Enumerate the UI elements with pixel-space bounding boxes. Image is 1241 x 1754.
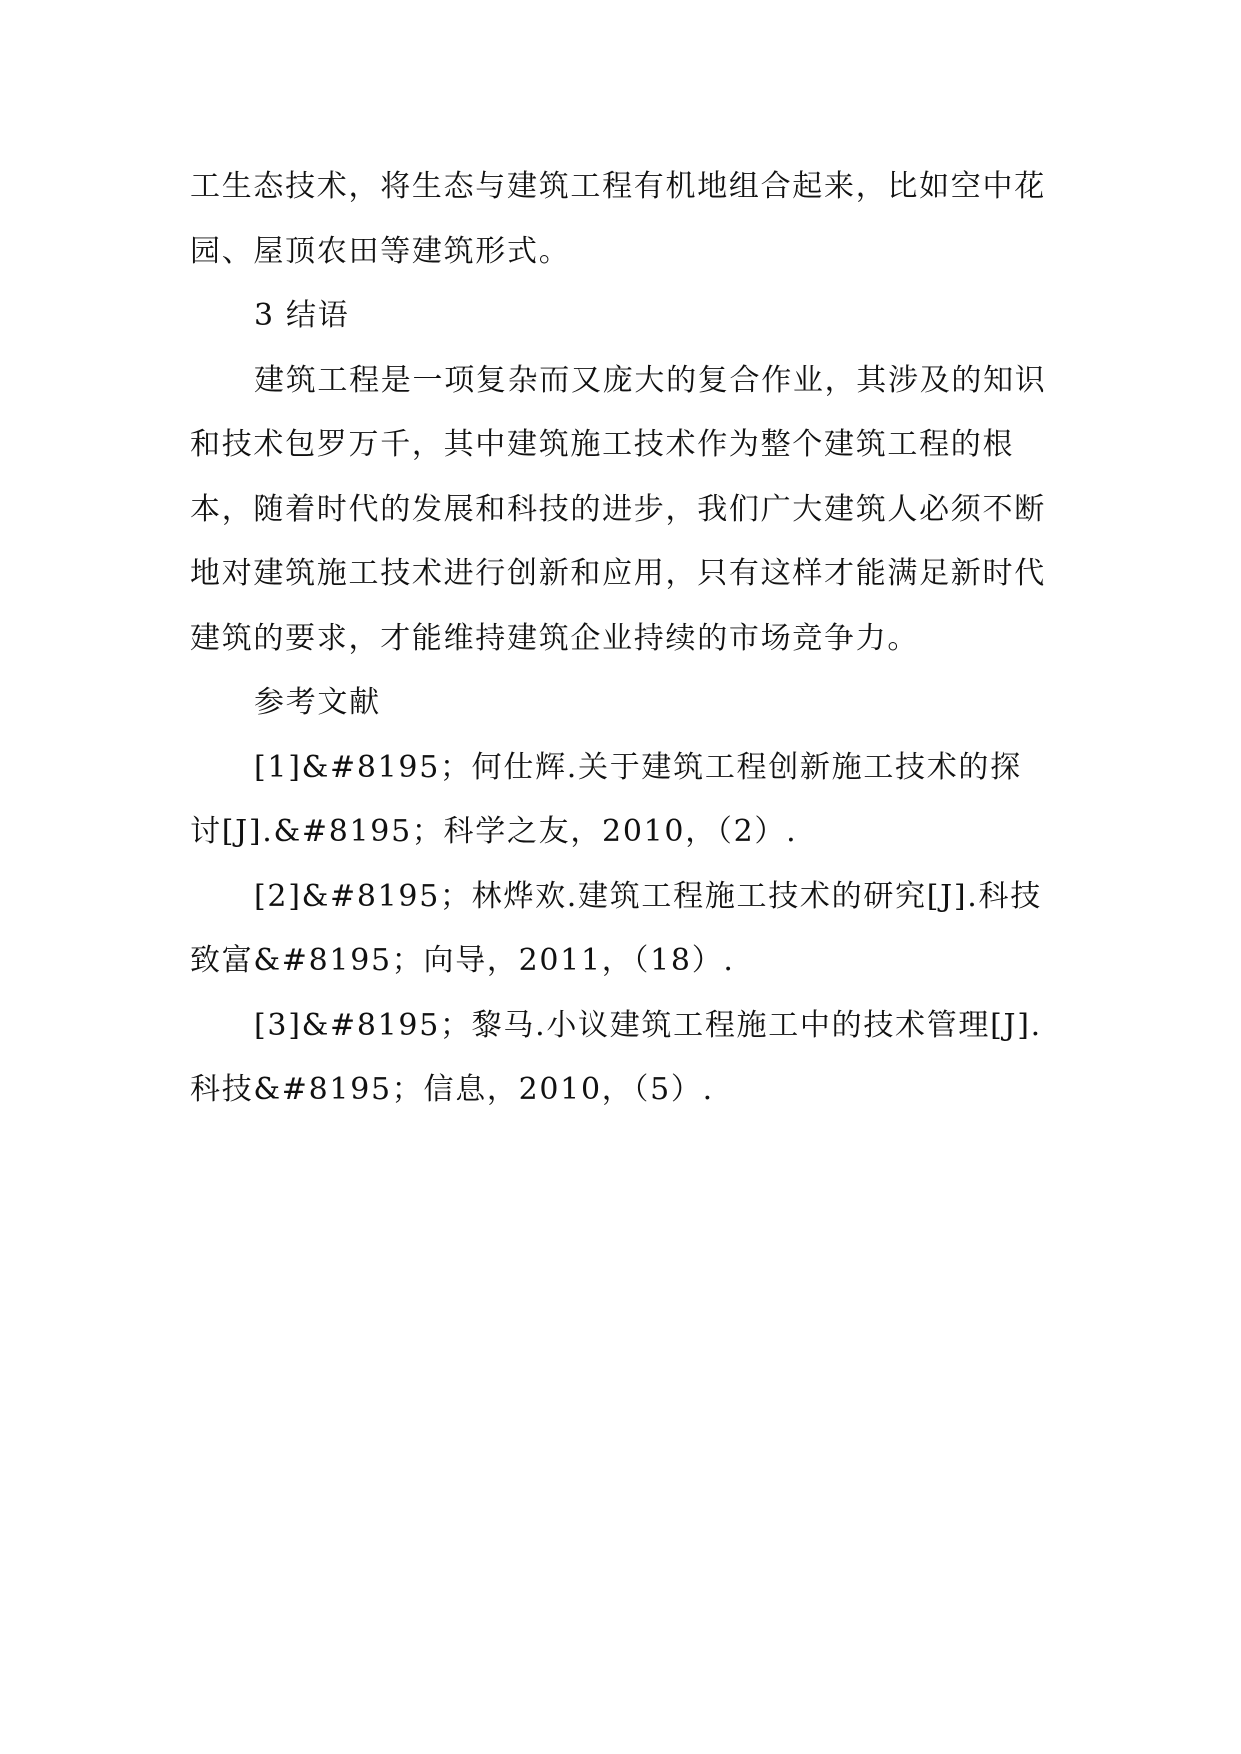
document-body [190,155,1052,1123]
paragraph-conclusion: 建筑工程是一项复杂而又庞大的复合作业，其涉及的知识和技术包罗万千，其中建筑施工技术作为整个建筑工程的根本，随着时代的发展和科技的进步，我们广大建筑人必须不断地对建筑施工技术进行创新和应用，只有这样才能满足新时代建筑的要求，才能维持建筑企业持续的市场竞争力。 [190,362,1047,656]
reference-item-1: [1]&#8195；何仕辉.关于建筑工程创新施工技术的探讨[J].&#8195；科学之友，2010，（2）. [190,749,1022,849]
references-heading: 参考文献 [254,685,381,720]
reference-item-3: [3]&#8195；黎马.小议建筑工程施工中的技术管理[J].科技&#8195；信息，2010，（5）. [190,1007,1042,1107]
reference-item-2: [2]&#8195；林烨欢.建筑工程施工技术的研究[J].科技致富&#8195；向导，2011，（18）. [190,878,1042,978]
section-heading: 3 结语 [254,298,350,333]
paragraph-continuation: 工生态技术，将生态与建筑工程有机地组合起来，比如空中花园、屋顶农田等建筑形式。 [190,169,1046,269]
